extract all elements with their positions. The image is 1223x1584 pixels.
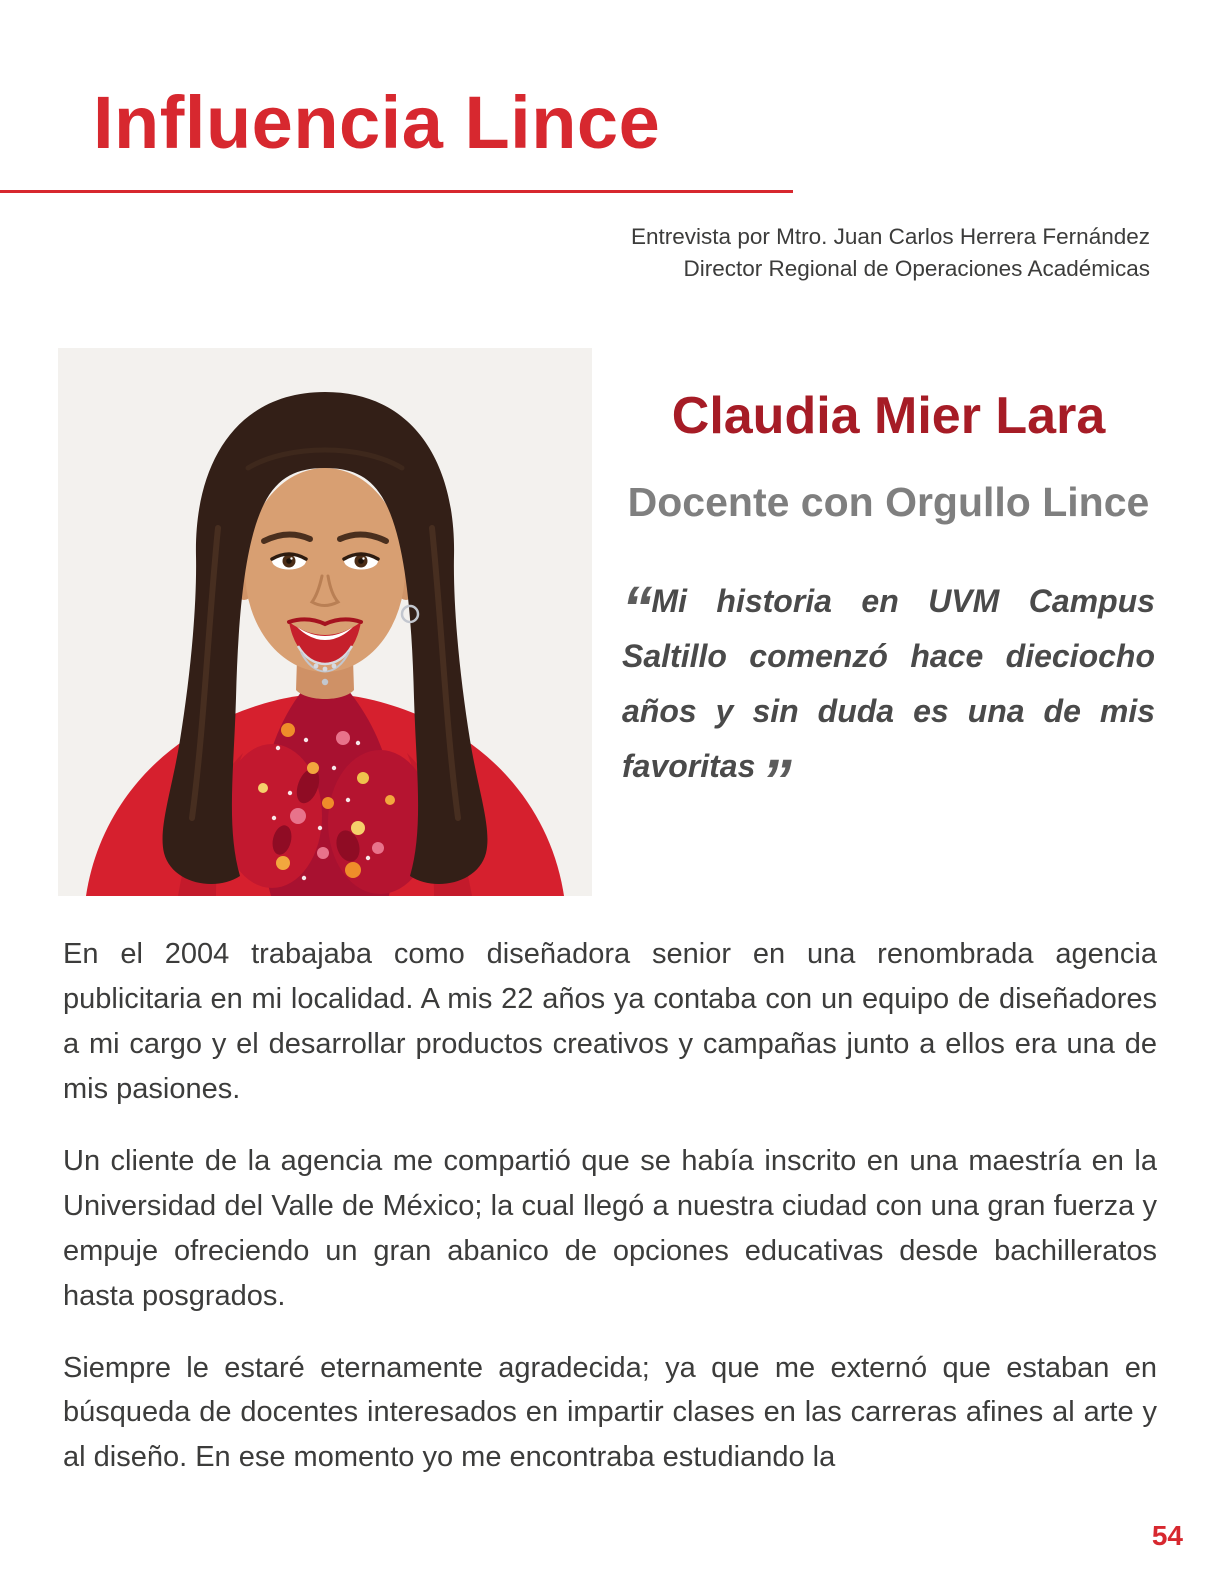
article-body [63, 932, 1157, 1507]
page-title: Influencia Lince [93, 81, 661, 164]
page-number: 54 [1151, 1520, 1183, 1551]
close-quote-icon: ” [761, 747, 789, 816]
portrait-illustration [58, 348, 592, 896]
portrait-photo [58, 348, 592, 896]
article-paragraph-1: En el 2004 trabajaba como diseñadora senior en una renombrada agencia publicitaria en mi localidad. A mis 22 años ya contaba con un equipo de diseñadores a mi cargo y el desarrollar productos creativos y campañas junto a ellos era una de mis pasiones. [63, 938, 1157, 1105]
byline-role: Director Regional de Operaciones Académicas [683, 255, 1150, 281]
quote-text: Mi historia en UVM Campus Saltillo comenzó hace dieciocho años y sin duda es una de mis favoritas [622, 582, 1155, 784]
article-paragraph-2: Un cliente de la agencia me compartió que se había inscrito en una maestría en la Universidad del Valle de México; la cual llegó a nuestra ciudad con una gran fuerza y empuje ofreciendo un gran abanico de opciones educativas desde bachilleratos hasta posgrados. [63, 1144, 1157, 1312]
profile-quote [622, 573, 1155, 816]
article-paragraph-3: Siempre le estaré eternamente agradecida; ya que me externó que estaban en búsqueda de docentes interesados en impartir clases en las carreras afines al arte y al diseño. En ese momento yo me encontraba estudiando la [63, 1351, 1157, 1474]
byline [631, 221, 1150, 285]
profile-subtitle: Docente con Orgullo Lince [627, 479, 1150, 526]
profile-name: Claudia Mier Lara [671, 387, 1106, 445]
title-divider-rule [0, 190, 793, 193]
profile-block [622, 387, 1155, 816]
byline-interviewer: Entrevista por Mtro. Juan Carlos Herrera Fernández [631, 224, 1150, 249]
open-quote-icon: “ [622, 573, 650, 642]
